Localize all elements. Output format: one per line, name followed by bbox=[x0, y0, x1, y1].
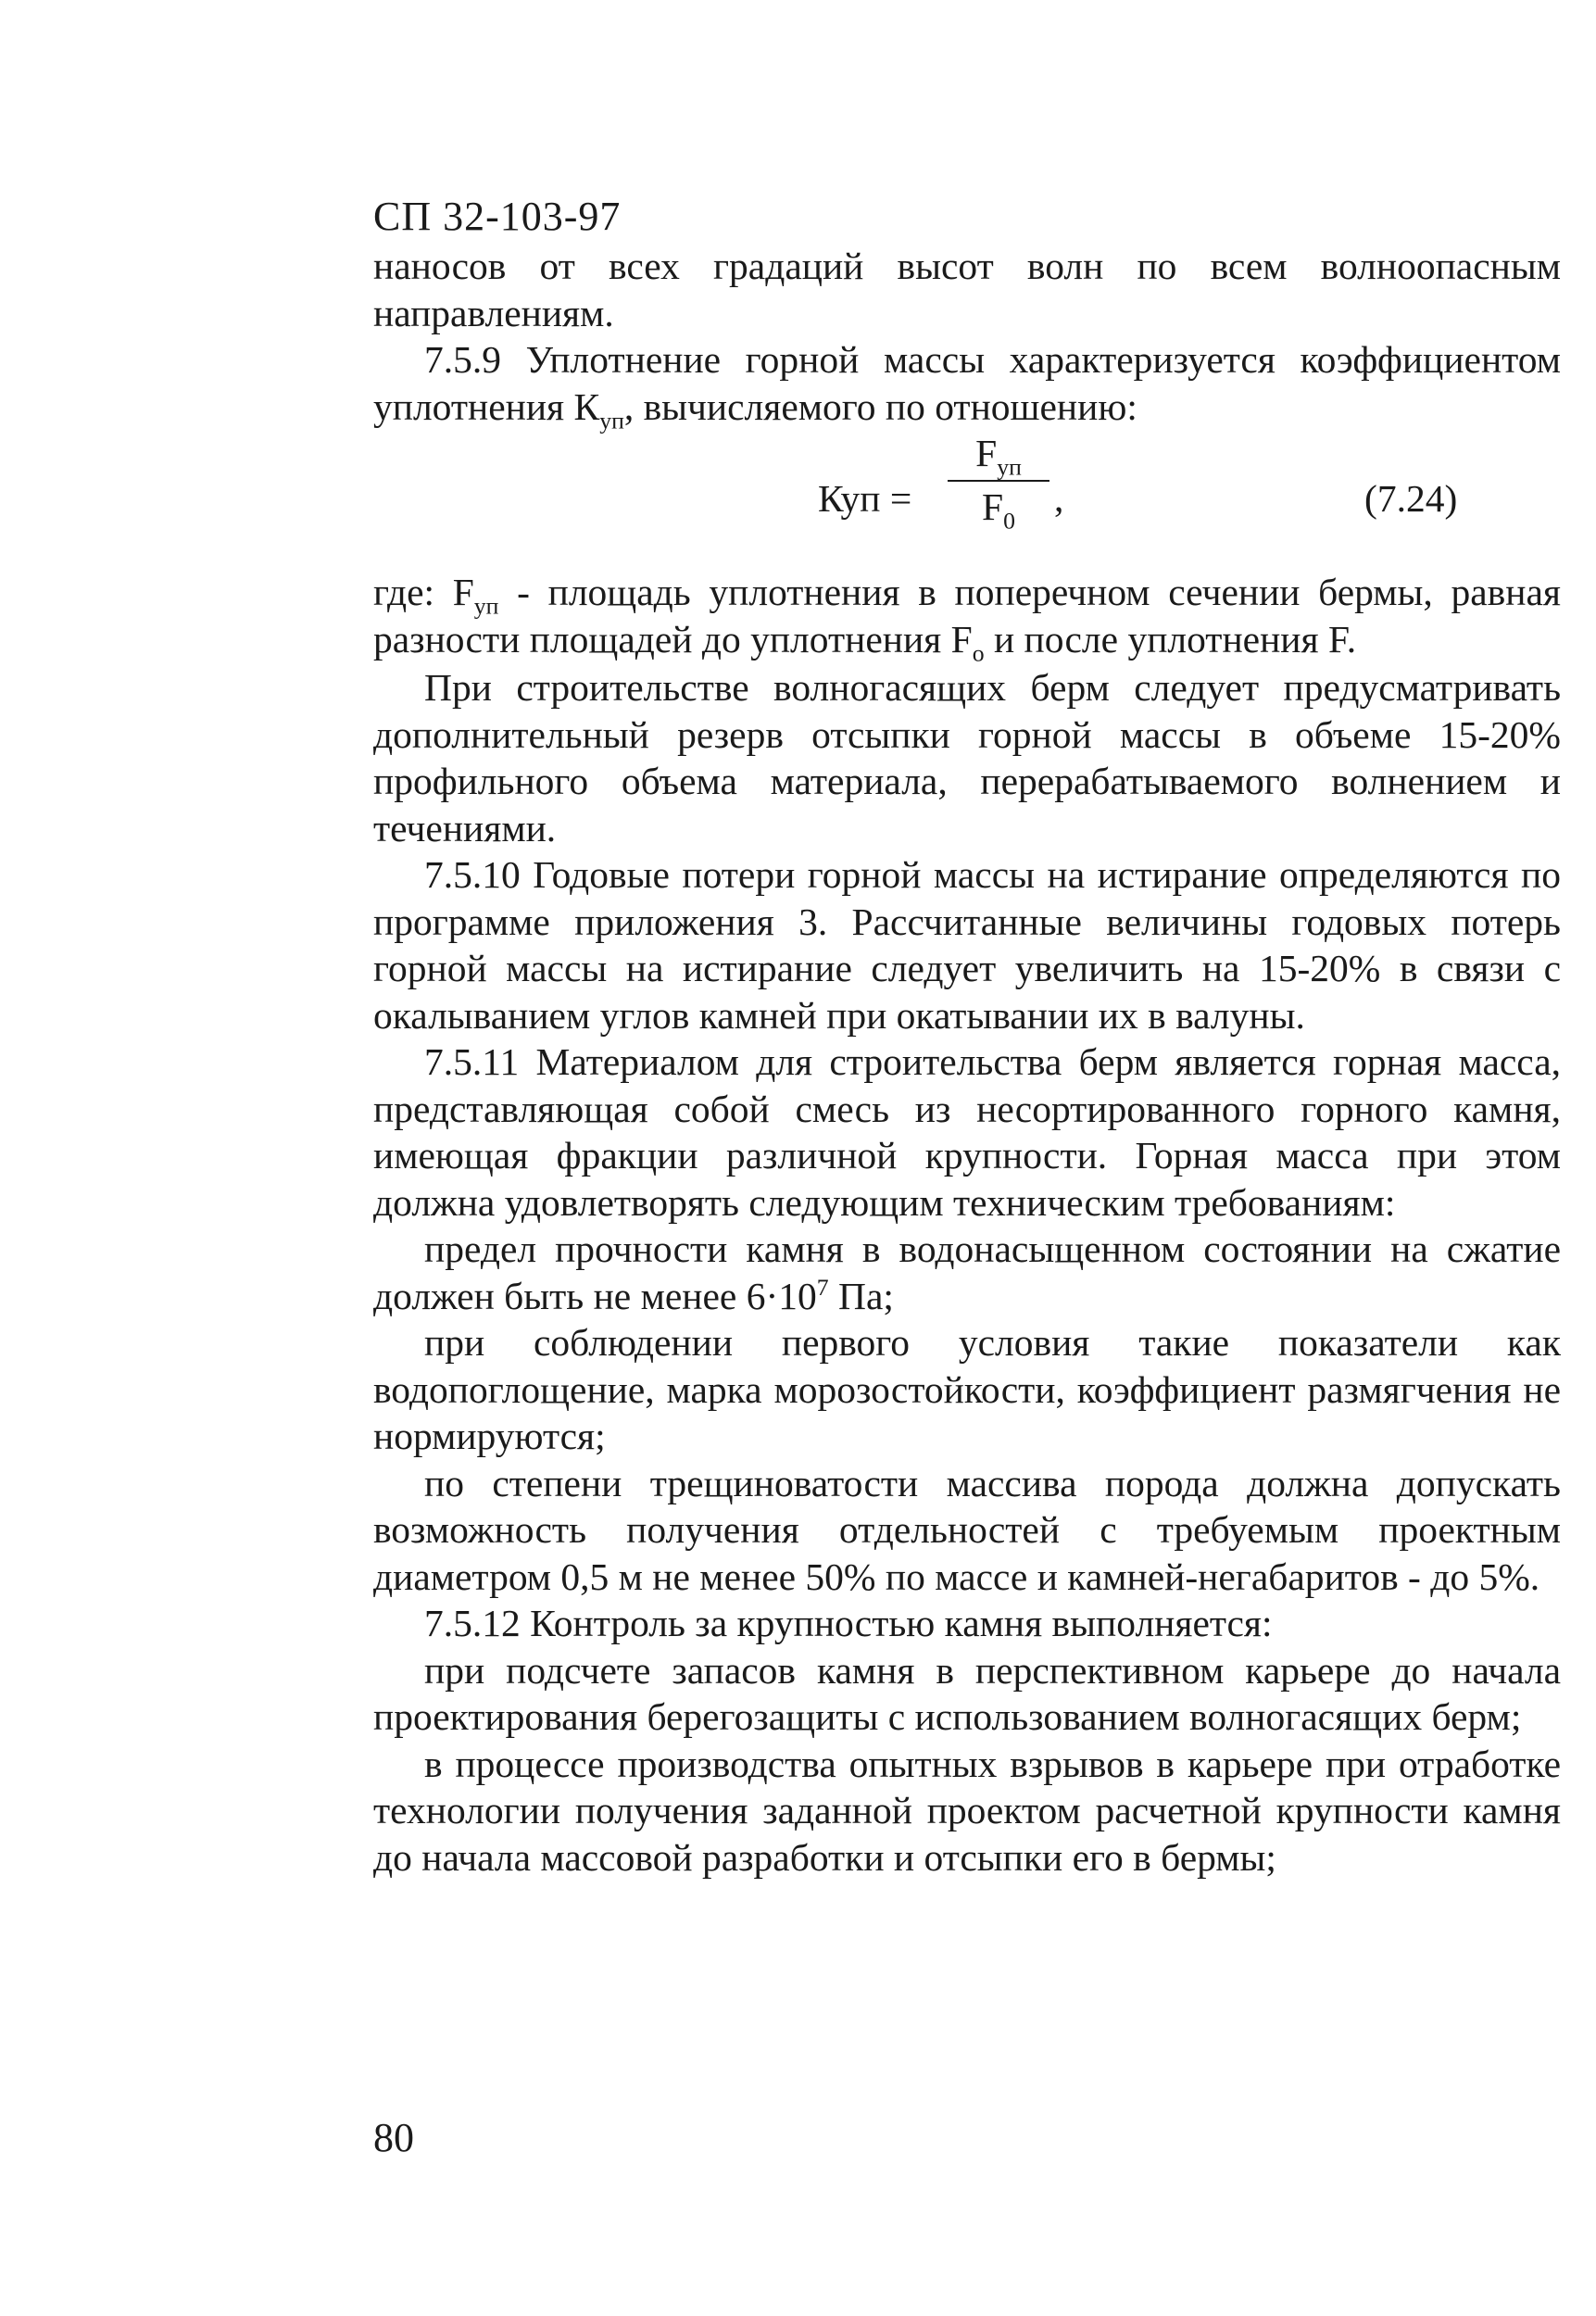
formula-lhs: Куп = bbox=[818, 477, 912, 520]
subscript: уп bbox=[473, 592, 499, 620]
subscript: уп bbox=[599, 406, 624, 434]
paragraph-7-5-12: 7.5.12 Контроль за крупностью камня выполняется: bbox=[424, 1602, 1273, 1644]
formula-numerator bbox=[948, 430, 1049, 481]
page-number: 80 bbox=[373, 2115, 414, 2160]
text-run: , вычисляемого по отношению: bbox=[623, 384, 1137, 428]
paragraph-7-5-11: 7.5.11 Материалом для строительства берм является горная масса, представляющая собой смесь из несортированного горного камня, имеющая фракции различной крупности. Горная масса при этом должна удовлетворять следующим техническим требованиям: bbox=[373, 1040, 1561, 1224]
numerator-subscript: уп bbox=[997, 453, 1022, 481]
denominator-subscript: 0 bbox=[1003, 507, 1015, 535]
requirement-indicators: при соблюдении первого условия такие показатели как водопоглощение, марка морозостойкости, коэффициент размягчения не нормируются; bbox=[373, 1321, 1561, 1457]
paragraph-7-5-10: 7.5.10 Годовые потери горной массы на истирание определяются по программе приложения 3. Рассчитанные величины годовых потерь горной массы на истирание следует увеличить на 15-20% в связи с окалыванием углов камней при окатывании их в валуны. bbox=[373, 853, 1561, 1037]
body-text bbox=[373, 243, 1561, 1881]
text-run: Па; bbox=[828, 1274, 894, 1317]
text-run: и после уплотнения F. bbox=[984, 617, 1357, 661]
paragraph-7-5-9 bbox=[373, 336, 1561, 434]
control-item-reserves: при подсчете запасов камня в перспективном карьере до начала проектирования берегозащиты с использованием волногасящих берм; bbox=[373, 1648, 1561, 1738]
formula-comma: , bbox=[1054, 477, 1064, 520]
text-run: предел прочности камня в водонасыщенном состоянии на сжатие должен быть не менее 6·10 bbox=[373, 1227, 1561, 1317]
paragraph-reserve: При строительстве волногасящих берм следует предусматривать дополнительный резерв отсыпки горной массы в объеме 15-20% профильного объема материала, перерабатываемого волнением и течениями. bbox=[373, 666, 1561, 850]
formula-7-24 bbox=[373, 430, 1561, 569]
superscript: 7 bbox=[816, 1273, 829, 1301]
subscript: о bbox=[972, 638, 985, 666]
paragraph-where bbox=[373, 569, 1561, 666]
requirement-strength bbox=[373, 1226, 1561, 1319]
fraction-bar bbox=[948, 480, 1049, 482]
formula-denominator bbox=[948, 484, 1049, 535]
paragraph-continuation: наносов от всех градаций высот волн по всем волноопасным направлениям. bbox=[373, 245, 1561, 334]
control-item-blasting: в процессе производства опытных взрывов в карьере при отработке технологии получения заданной проектом расчетной крупности камня до начала массовой разработки и отсыпки его в бермы; bbox=[373, 1742, 1561, 1879]
formula-fraction bbox=[948, 430, 1049, 535]
requirement-fracturing: по степени трещиноватости массива порода должна допускать возможность получения отдельностей с требуемым проектным диаметром 0,5 м не менее 50% по массе и камней-негабаритов - до 5%. bbox=[373, 1461, 1561, 1598]
document-code-header: СП 32-103-97 bbox=[373, 194, 622, 239]
text-run: 7.5.9 Уплотнение горной массы характеризуется коэффициентом уплотнения К bbox=[373, 338, 1561, 428]
denominator-base: F bbox=[982, 485, 1004, 528]
text-run: - площадь уплотнения в поперечном сечении бермы, равная разности площадей до уплотнения F bbox=[373, 571, 1561, 661]
text-run: где: F bbox=[373, 571, 474, 613]
numerator-base: F bbox=[975, 432, 998, 474]
equation-number: (7.24) bbox=[1364, 477, 1458, 520]
